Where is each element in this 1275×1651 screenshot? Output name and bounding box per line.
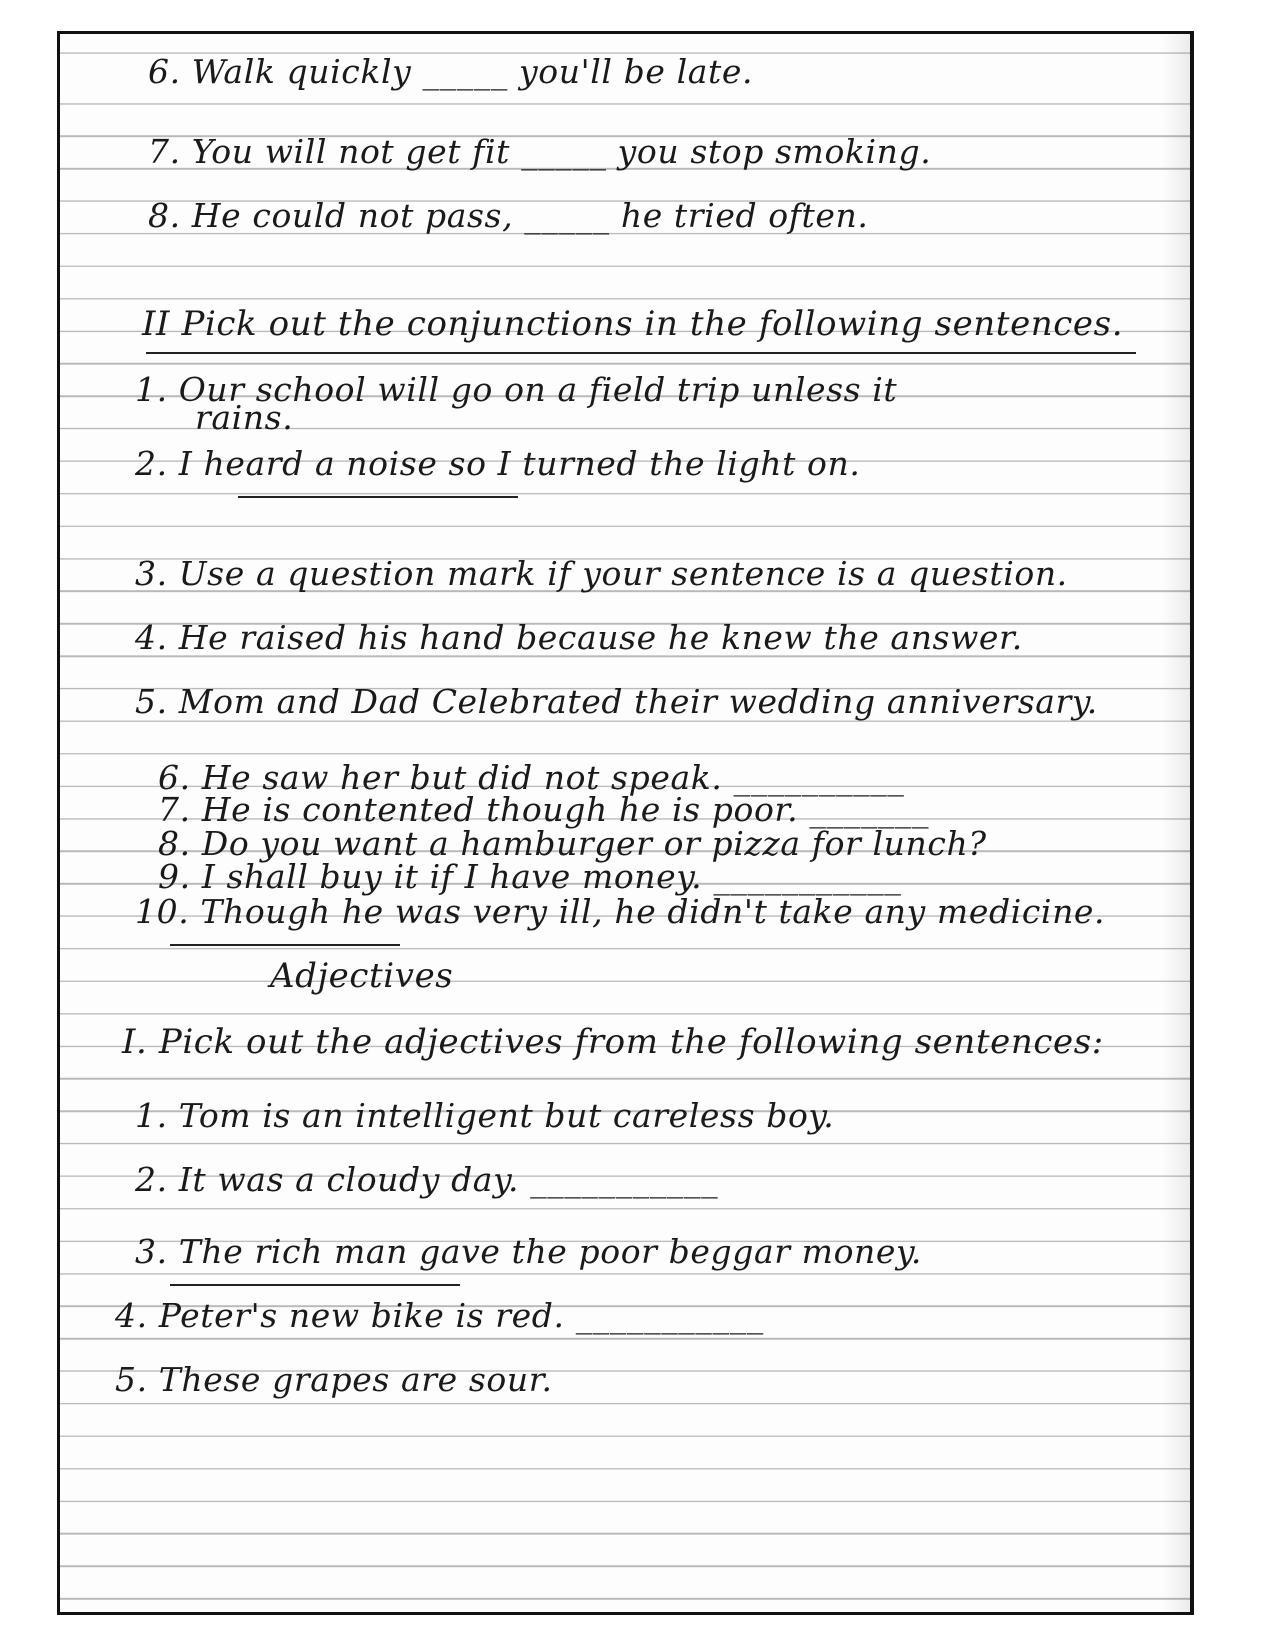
conjunction-item-8: 8. Do you want a hamburger or pizza for lunch? [158,824,987,863]
conjunction-item-7: 7. He is contented though he is poor. _______ [158,790,930,829]
answer-line [170,944,400,946]
conjunction-item-1-cont: rains. [195,398,294,437]
adjective-item-1: 1. Tom is an intelligent but careless boy. [135,1096,835,1135]
adjective-item-4: 4. Peter's new bike is red. ___________ [115,1296,764,1335]
answer-line [238,496,518,498]
adjectives-title: Adjectives [270,956,454,996]
conjunctions-heading: II Pick out the conjunctions in the following sentences. [142,304,1124,344]
conjunction-item-2: 2. I heard a noise so I turned the light on. [135,444,861,483]
adjective-item-2: 2. It was a cloudy day. ___________ [135,1160,719,1199]
conjunction-item-6: 6. He saw her but did not speak. __________ [158,758,905,797]
notebook-page [57,31,1194,1615]
adjective-item-3: 3. The rich man gave the poor beggar money. [135,1232,922,1271]
conjunction-item-9: 9. I shall buy it if I have money. ___________ [158,857,902,896]
conjunction-item-3: 3. Use a question mark if your sentence is a question. [135,554,1068,593]
answer-line [170,1284,460,1286]
adjectives-heading: I. Pick out the adjectives from the following sentences: [122,1022,1104,1062]
exercise-line-8: 8. He could not pass, _____ he tried often. [148,196,869,235]
exercise-line-7: 7. You will not get fit _____ you stop smoking. [148,132,932,171]
conjunction-item-10: 10. Though he was very ill, he didn't take any medicine. [135,892,1106,931]
conjunction-item-4: 4. He raised his hand because he knew the answer. [135,618,1023,657]
heading-underline [146,352,1136,354]
exercise-line-6: 6. Walk quickly _____ you'll be late. [148,52,754,91]
adjective-item-5: 5. These grapes are sour. [115,1360,553,1399]
conjunction-item-1: 1. Our school will go on a field trip unless it [135,370,898,409]
conjunction-item-5: 5. Mom and Dad Celebrated their wedding anniversary. [135,682,1098,721]
page-edge-shadow [1162,34,1190,1612]
